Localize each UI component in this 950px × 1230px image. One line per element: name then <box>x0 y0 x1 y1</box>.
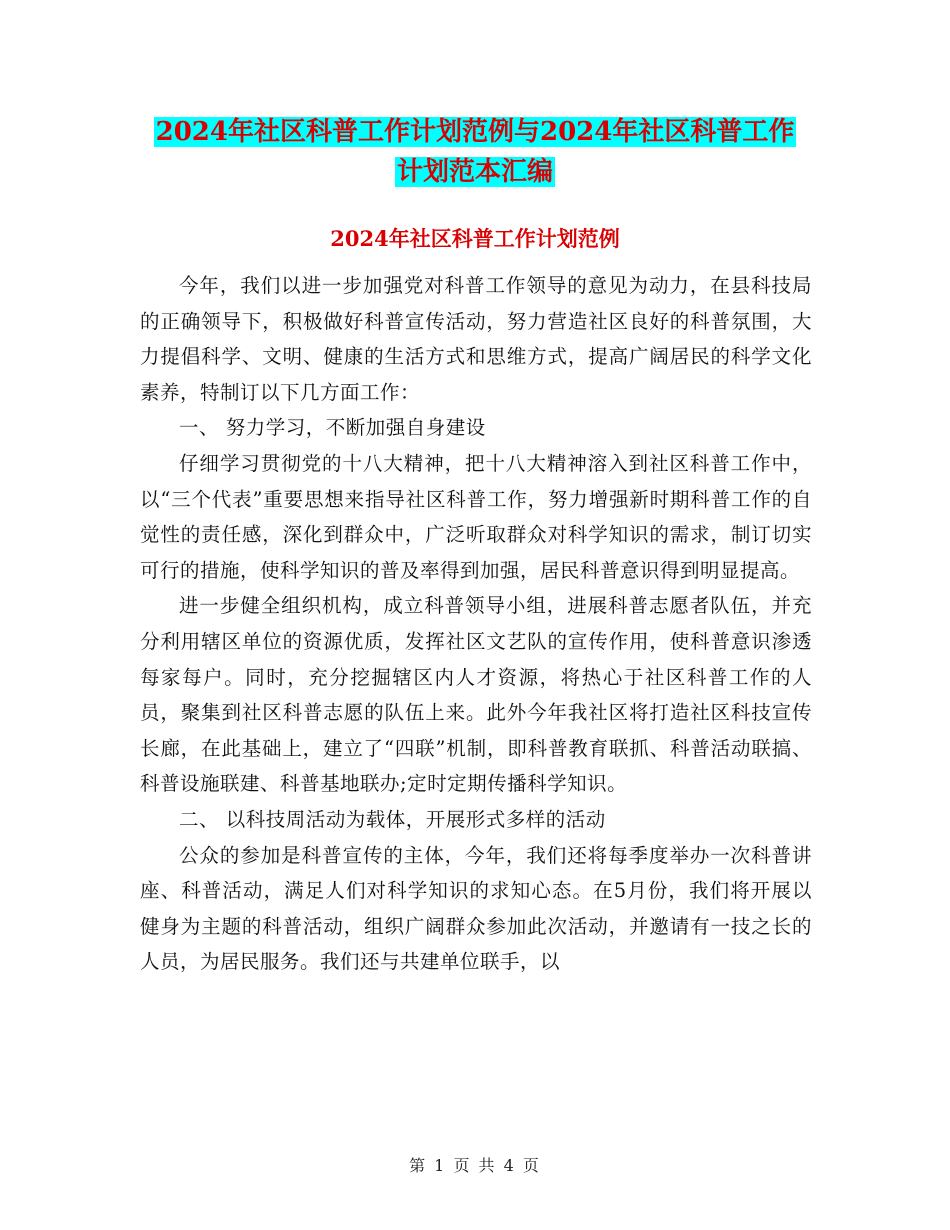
section-title: 2024年社区科普工作计划范例 <box>330 226 620 251</box>
paragraph-intro: 今年，我们以进一步加强党对科普工作领导的意见为动力，在县科技局的正确领导下，积极做好科普宣传活动，努力营造社区良好的科普氛围，大力提倡科学、文明、健康的生活方式和思维方式，提高广阔居民的科学文化素养，特制订以下几方面工作： <box>140 274 812 404</box>
heading-one: 一、 努力学习，不断加强自身建设 <box>179 416 486 440</box>
heading-two: 二、 以科技周活动为载体，开展形式多样的活动 <box>179 807 606 831</box>
paragraph-study: 仔细学习贯彻党的十八大精神，把十八大精神溶入到社区科普工作中，以“三个代表”重要思想来指导社区科普工作，努力增强新时期科普工作的自觉性的责任感，深化到群众中，广泛听取群众对科学知识的需求，制订切实可行的措施，使科学知识的普及率得到加强，居民科普意识得到明显提高。 <box>140 451 812 582</box>
document-title <box>0 112 950 192</box>
document-title-line2: 计划范本汇编 <box>396 157 553 187</box>
document-title-line1: 2024年社区科普工作计划范例与2024年社区科普工作 <box>155 117 795 147</box>
paragraph-activities: 公众的参加是科普宣传的主体，今年，我们还将每季度举办一次科普讲座、科普活动，满足人们对科学知识的求知心态。在5月份，我们将开展以健身为主题的科普活动，组织广阔群众参加此次活动，并邀请有一技之长的人员，为居民服务。我们还与共建单位联手，以 <box>140 843 812 974</box>
page-footer: 第 1 页 共 4 页 <box>409 1156 541 1175</box>
paragraph-organization: 进一步健全组织机构，成立科普领导小组，进展科普志愿者队伍，并充分利用辖区单位的资源优质，发挥社区文艺队的宣传作用，使科普意识渗透每家每户。同时，充分挖掘辖区内人才资源，将热心于社区科普工作的人员，聚集到社区科普志愿的队伍上来。此外今年我社区将打造社区科技宣传长廊，在此基础上，建立了“四联”机制，即科普教育联抓、科普活动联搞、科普设施联建、科普基地联办;定时定期传播科学知识。 <box>140 594 812 796</box>
document-body <box>140 268 812 980</box>
